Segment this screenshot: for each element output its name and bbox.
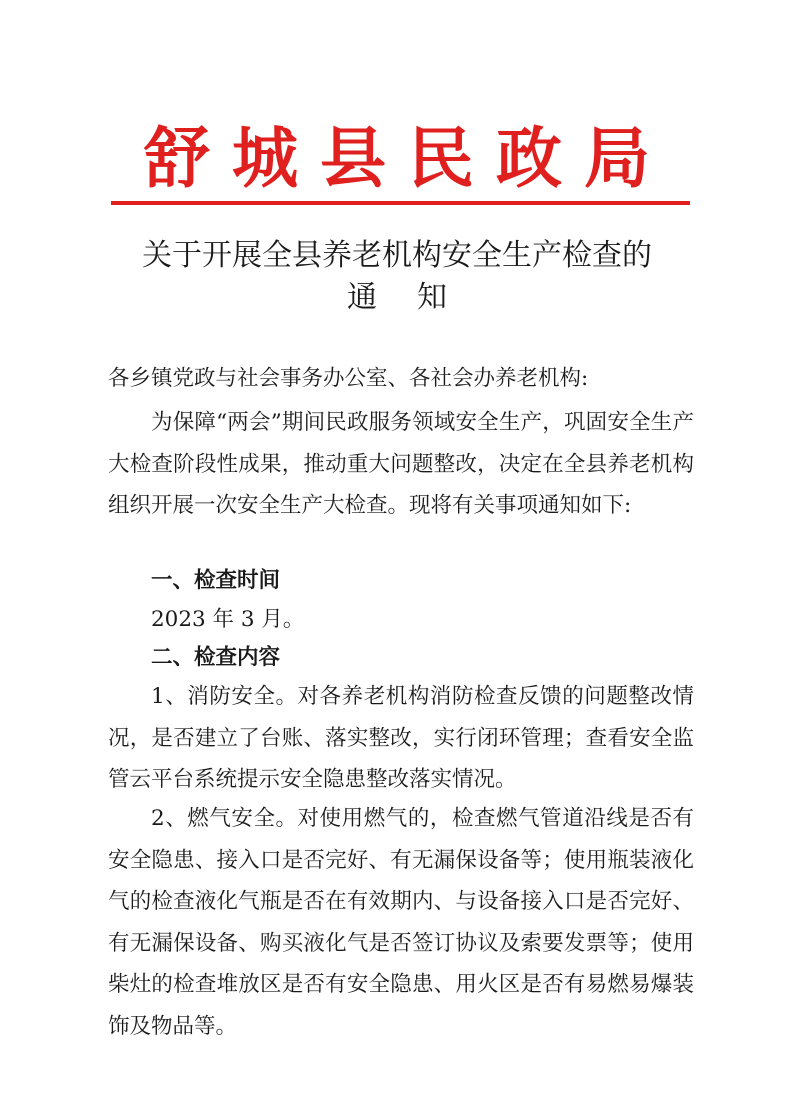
salutation: 各乡镇党政与社会事务办公室、各社会办养老机构: — [108, 366, 589, 391]
letterhead-red-rule — [111, 201, 690, 205]
letterhead-org-name: 舒城县民政局 — [144, 119, 672, 197]
section1-heading: 一、检查时间 — [151, 568, 281, 593]
content-item-gas-safety: 2、燃气安全。对使用燃气的，检查燃气管道沿线是否有安全隐患、接入口是否完好、有无漏保设备等；使用瓶装液化气的检查液化气瓶是否在有效期内、与设备接入口是否完好、有无漏保设备、购买液化气是否签订协议及索要发票等；使用柴灶的检查堆放区是否有安全隐患、用火区是否有易燃易爆装饰及物品等。 — [108, 806, 694, 1039]
section2-heading: 二、检查内容 — [151, 645, 281, 670]
document-title-line2: 通知 — [347, 280, 487, 315]
content-item-fire-safety: 1、消防安全。对各养老机构消防检查反馈的问题整改情况，是否建立了台账、落实整改，实行闭环管理；查看安全监管云平台系统提示安全隐患整改落实情况。 — [108, 684, 694, 792]
section1-text: 2023 年 3 月。 — [151, 607, 305, 632]
intro-paragraph: 为保障“两会”期间民政服务领域安全生产，巩固安全生产大检查阶段性成果，推动重大问题整改，决定在全县养老机构组织开展一次安全生产大检查。现将有关事项通知如下: — [108, 410, 694, 518]
document-title-line1: 关于开展全县养老机构安全生产检查的 — [142, 238, 652, 273]
